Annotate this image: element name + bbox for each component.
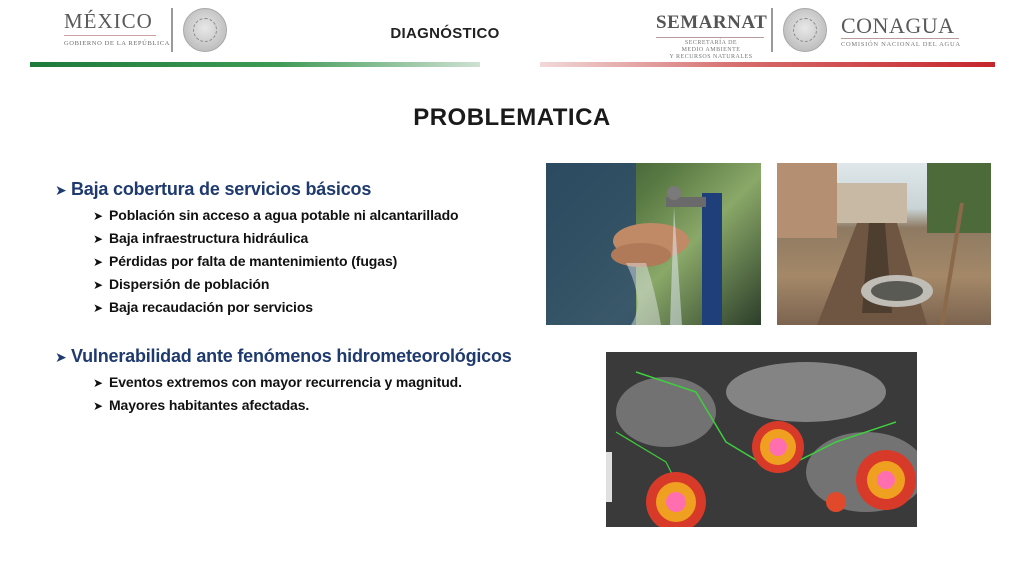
water-tap-illustration bbox=[546, 163, 761, 325]
semarnat-logo bbox=[656, 12, 766, 61]
list-item bbox=[93, 397, 309, 413]
arrow-bullet-icon: ➤ bbox=[93, 232, 103, 246]
conagua-rule bbox=[841, 38, 959, 39]
list-item-text: Baja infraestructura hidráulica bbox=[109, 230, 309, 246]
mexico-wordmark: MÉXICO bbox=[64, 9, 153, 33]
section-heading bbox=[55, 179, 371, 200]
header-green-bar bbox=[30, 62, 480, 67]
list-item-text: Dispersión de población bbox=[109, 276, 270, 292]
semarnat-rule bbox=[656, 37, 764, 38]
trench-photo bbox=[777, 163, 991, 325]
conagua-wordmark: CONAGUA bbox=[841, 13, 955, 38]
conagua-subtitle: COMISIÓN NACIONAL DEL AGUA bbox=[841, 41, 961, 48]
arrow-bullet-icon: ➤ bbox=[93, 376, 103, 390]
arrow-bullet-icon: ➤ bbox=[93, 278, 103, 292]
list-item-text: Eventos extremos con mayor recurrencia y magnitud. bbox=[109, 374, 462, 390]
semarnat-subtitle bbox=[656, 40, 766, 61]
section-label: DIAGNÓSTICO bbox=[390, 25, 500, 42]
arrow-bullet-icon: ➤ bbox=[93, 301, 103, 315]
header-divider bbox=[171, 8, 173, 52]
mexico-logo bbox=[64, 10, 174, 50]
list-item-text: Población sin acceso a agua potable ni alcantarillado bbox=[109, 207, 459, 223]
list-item-text: Pérdidas por falta de mantenimiento (fugas) bbox=[109, 253, 398, 269]
satellite-storm-image bbox=[606, 352, 917, 527]
section-heading-text: Baja cobertura de servicios básicos bbox=[71, 179, 372, 199]
arrow-bullet-icon: ➤ bbox=[55, 182, 67, 198]
water-tap-photo bbox=[546, 163, 761, 325]
semarnat-sub-line: MEDIO AMBIENTE bbox=[681, 47, 741, 53]
arrow-bullet-icon: ➤ bbox=[93, 399, 103, 413]
section-heading bbox=[55, 346, 512, 367]
header-red-bar bbox=[540, 62, 995, 67]
arrow-bullet-icon: ➤ bbox=[93, 209, 103, 223]
arrow-bullet-icon: ➤ bbox=[93, 255, 103, 269]
satellite-illustration bbox=[606, 352, 917, 527]
national-seal-icon bbox=[183, 8, 227, 52]
mexico-rule bbox=[64, 35, 156, 36]
list-item bbox=[93, 276, 269, 292]
conagua-logo bbox=[841, 13, 966, 48]
section-heading-text: Vulnerabilidad ante fenómenos hidrometeorológicos bbox=[71, 346, 512, 366]
semarnat-sub-line: SECRETARÍA DE bbox=[684, 40, 738, 46]
list-item bbox=[93, 253, 397, 269]
list-item bbox=[93, 230, 308, 246]
semarnat-sub-line: Y RECURSOS NATURALES bbox=[669, 54, 753, 60]
list-item bbox=[93, 207, 458, 223]
list-item bbox=[93, 299, 313, 315]
trench-illustration bbox=[777, 163, 991, 325]
semarnat-wordmark: SEMARNAT bbox=[656, 12, 768, 33]
header-divider bbox=[771, 8, 773, 52]
slide-title: PROBLEMATICA bbox=[413, 104, 611, 131]
mexico-subtitle: GOBIERNO DE LA REPÚBLICA bbox=[64, 40, 170, 47]
list-item-text: Baja recaudación por servicios bbox=[109, 299, 313, 315]
list-item bbox=[93, 374, 462, 390]
arrow-bullet-icon: ➤ bbox=[55, 349, 67, 365]
list-item-text: Mayores habitantes afectadas. bbox=[109, 397, 310, 413]
national-seal-icon bbox=[783, 8, 827, 52]
